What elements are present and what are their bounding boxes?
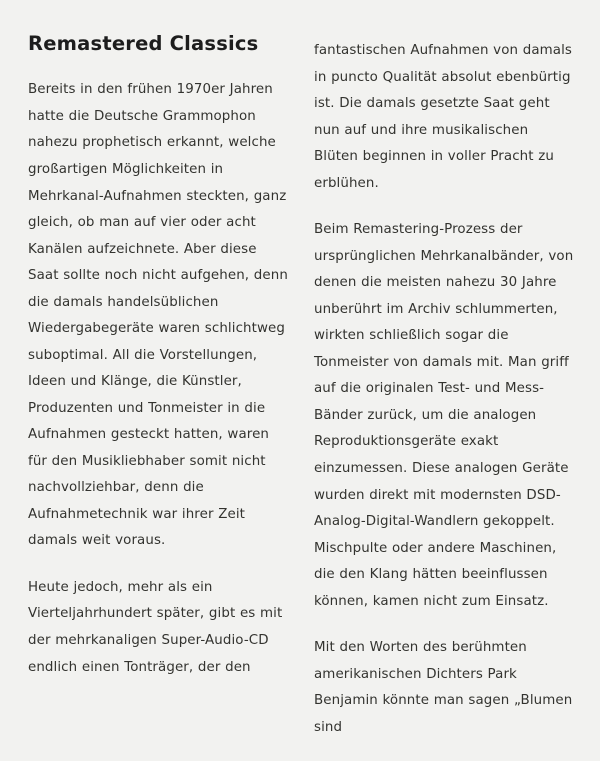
paragraph: Heute jedoch, mehr als ein Vierteljahrhundert später, gibt es mit der mehrkanaligen Super-Audio-CD endlich einen Tonträger, der den [28,579,283,675]
page-title: Remastered Classics [28,32,259,55]
left-column [28,32,288,681]
paragraph: Beim Remastering-Prozess der ursprünglichen Mehrkanalbänder, von denen die meisten nahezu 30 Jahre unberührt im Archiv schlummerten, wirkten schließlich sogar die Tonmeister von damals mit. Man griff auf die originalen Test- und Mess-Bänder zurück, um die analogen Reproduktionsgeräte exakt einzumessen. Diese analogen Geräte wurden direkt mit modernsten DSD-Analog-Digital-Wandlern gekoppelt. Mischpulte oder andere Maschinen, die den Klang hätten beeinflussen können, kamen nicht zum Einsatz. [314,222,574,609]
paragraph: Bereits in den frühen 1970er Jahren hatte die Deutsche Grammophon nahezu prophetisch erkannt, welche großartigen Möglichkeiten in Mehrkanal-Aufnahmen steckten, ganz gleich, ob man auf vier oder acht Kanälen aufzeichnete. Aber diese Saat sollte noch nicht aufgehen, denn die damals handelsüblichen Wiedergabegeräte waren schlichtweg suboptimal. All die Vorstellungen, Ideen und Klänge, die Künstler, Produzenten und Tonmeister in die Aufnahmen gesteckt hatten, waren für den Musikliebhaber somit nicht nachvollziehbar, denn die Aufnahmetechnik war ihrer Zeit damals weit voraus. [28,82,288,549]
two-column-layout [28,32,574,761]
paragraph: Mit den Worten des berühmten amerikanischen Dichters Park Benjamin könnte man sagen „Blumen sind [314,640,573,735]
paragraph: fantastischen Aufnahmen von damals in puncto Qualität absolut ebenbürtig ist. Die damals gesetzte Saat geht nun auf und ihre musikalischen Blüten beginnen in voller Pracht zu erblühen. [314,43,572,191]
right-column [314,32,574,761]
